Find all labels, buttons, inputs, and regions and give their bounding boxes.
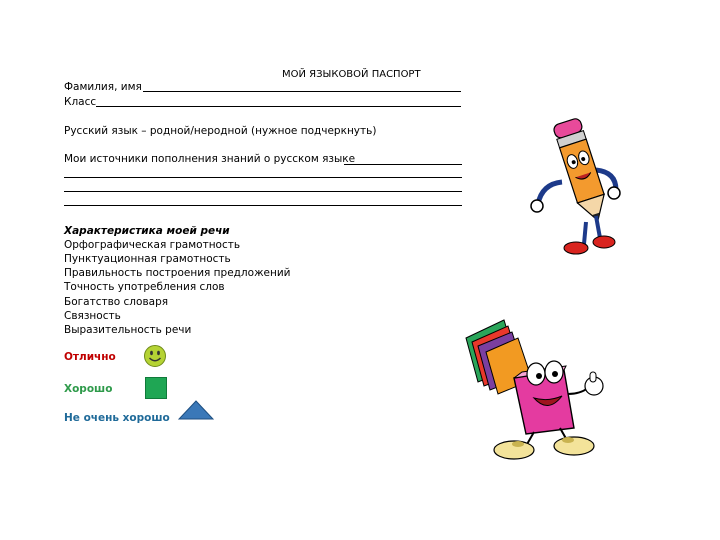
legend-excellent-label: Отлично	[64, 351, 116, 363]
surname-label: Фамилия, имя	[64, 81, 142, 93]
speech-item: Точность употребления слов	[64, 281, 225, 293]
page-title: МОЙ ЯЗЫКОВОЙ ПАСПОРТ	[282, 69, 421, 80]
sources-blank-1[interactable]	[344, 164, 462, 165]
book-character-clipart	[456, 316, 616, 466]
legend-good-label: Хорошо	[64, 383, 113, 395]
speech-item: Пунктуационная грамотность	[64, 253, 231, 265]
green-square-icon	[145, 377, 167, 399]
class-blank[interactable]	[96, 106, 461, 107]
speech-item: Орфографическая грамотность	[64, 239, 241, 251]
language-line: Русский язык – родной/неродной (нужное подчеркнуть)	[64, 125, 377, 137]
speech-item: Богатство словаря	[64, 296, 169, 308]
blue-triangle-icon	[178, 400, 214, 420]
speech-item: Правильность построения предложений	[64, 267, 291, 279]
speech-item: Выразительность речи	[64, 324, 192, 336]
legend-not-good-label: Не очень хорошо	[64, 412, 170, 424]
class-label: Класс	[64, 96, 97, 108]
sources-blank-4[interactable]	[64, 205, 462, 206]
sources-blank-2[interactable]	[64, 177, 462, 178]
speech-item: Связность	[64, 310, 121, 322]
pencil-character-clipart	[524, 112, 624, 262]
smiley-face-icon	[143, 344, 167, 368]
surname-blank[interactable]	[143, 91, 461, 92]
sources-label: Мои источники пополнения знаний о русском языке	[64, 153, 356, 165]
speech-heading: Характеристика моей речи	[64, 225, 230, 237]
sources-blank-3[interactable]	[64, 191, 462, 192]
